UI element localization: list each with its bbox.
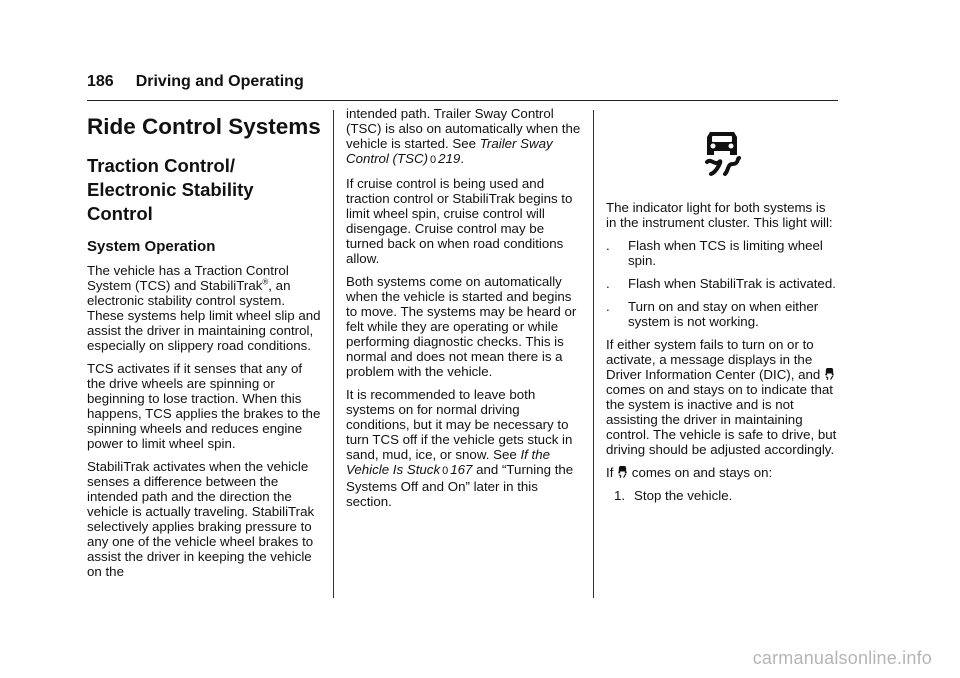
bullet-mark: . — [606, 276, 610, 291]
paragraph: Both systems come on automatically when the vehicle is started and begins to move. The systems may be heard or felt while they are operating or while performing diagnostic checks. This is normal and does not mean there is a problem with the vehicle. — [346, 274, 577, 379]
text: intended path. Trailer Sway Control (TSC) is also on automatically when the vehicle is started. See — [346, 106, 581, 151]
text: comes on and stays on to indicate that the system is inactive and is not assisting the driver in maintaining control. The vehicle is safe to drive, but driving should be adjusted accordingly. — [606, 382, 837, 457]
paragraph — [87, 263, 323, 353]
column-1 — [87, 106, 323, 587]
column-divider — [593, 110, 594, 598]
text: . — [460, 151, 465, 166]
cross-reference-link[interactable]: Trailer Sway Control (TSC) — [346, 136, 553, 166]
page-header — [87, 72, 838, 101]
step-number: 1. — [614, 488, 626, 503]
cross-reference-link[interactable]: If the Vehicle Is Stuck — [346, 447, 551, 477]
text: Turn on and stay on when either system is not working. — [628, 299, 819, 329]
bullet-mark: . — [606, 238, 610, 253]
paragraph: StabiliTrak activates when the vehicle senses a difference between the intended path and the direction the vehicle is actually traveling. StabiliTrak selectively applies braking pressure to any one of the vehicle wheel brakes to assist the driver in keeping the vehicle on the — [87, 459, 315, 579]
watermark: carmanualsonline.info — [752, 648, 932, 668]
chapter-heading: Ride Control Systems — [87, 114, 321, 139]
paragraph — [346, 106, 582, 168]
text: , an electronic stability control system. These systems help limit wheel slip and assist the driver in maintaining control, especially on slippery road conditions. — [87, 278, 321, 353]
registered-mark: ® — [262, 277, 269, 287]
paragraph: If cruise control is being used and traction control or StabiliTrak begins to limit wheel spin, cruise control will disengage. Cruise control may be turned back on when road conditions allow. — [346, 176, 573, 266]
text: and “Turning the Systems Off and On” later in this section. — [346, 462, 574, 509]
paragraph: The indicator light for both systems is in the instrument cluster. This light will: — [606, 200, 833, 230]
section-heading: Traction Control/ Electronic Stability Control — [87, 155, 254, 224]
paragraph: TCS activates if it senses that any of the drive wheels are spinning or beginning to lose traction. When this happens, TCS applies the brakes to the spinning wheels and reduces engine power to limit wheel spin. — [87, 361, 321, 451]
column-2 — [346, 106, 582, 517]
page-ref[interactable]: 219 — [438, 151, 461, 166]
text: It is recommended to leave both systems on for normal driving conditions, but it may be necessary to turn TCS off if the vehicle gets stuck in sand, mud, ice, or snow. See — [346, 387, 573, 462]
text: If — [606, 465, 618, 480]
text: Flash when TCS is limiting wheel spin. — [628, 238, 823, 268]
bullet-item — [606, 299, 838, 329]
text: The vehicle has a Traction Control System (TCS) and StabiliTrak — [87, 263, 289, 293]
text: comes on and stays on: — [631, 465, 773, 480]
page-number: 186 — [87, 73, 114, 90]
text: Flash when StabiliTrak is activated. — [628, 276, 836, 291]
traction-control-skid-icon — [697, 128, 747, 178]
bullet-mark: . — [606, 299, 610, 314]
traction-off-icon — [824, 368, 835, 380]
text: If either system fails to turn on or to activate, a message displays in the Driver Information Center (DIC), and — [606, 337, 824, 382]
page-arrow-icon: 0 — [430, 154, 437, 166]
column-divider — [333, 110, 334, 598]
column-3 — [606, 106, 838, 503]
paragraph — [606, 465, 838, 480]
bullet-item — [606, 276, 838, 291]
text: Stop the vehicle. — [634, 488, 733, 503]
page-ref[interactable]: 167 — [450, 462, 473, 477]
step-item — [614, 488, 838, 503]
page-arrow-icon: 0 — [442, 465, 449, 477]
subsection-heading: System Operation — [87, 238, 216, 255]
paragraph — [346, 387, 582, 509]
bullet-item — [606, 238, 838, 268]
paragraph — [606, 337, 838, 457]
traction-off-icon — [617, 466, 628, 478]
section-title: Driving and Operating — [135, 73, 304, 90]
